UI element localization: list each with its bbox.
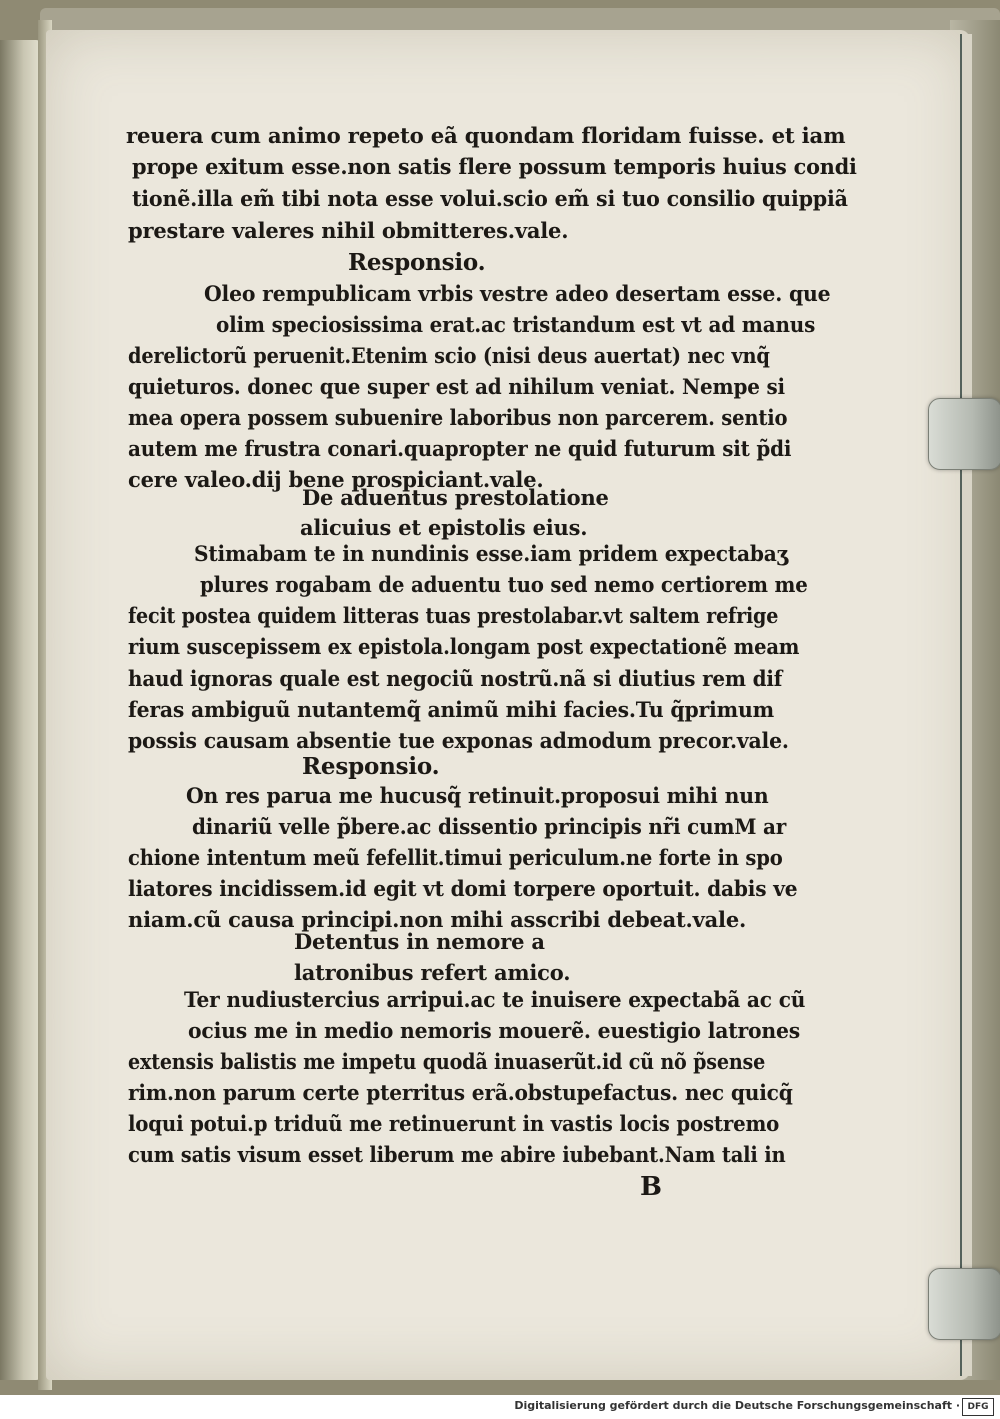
text-line: liatores incidissem.id egit vt domi torpere oportuit. dabis ve: [128, 876, 798, 901]
text-line: mea opera possem subuenire laboribus non parcerem. sentio: [128, 405, 788, 430]
section-heading: Responsio.: [302, 753, 440, 780]
facing-page-edge: [0, 40, 42, 1380]
text-line: extensis balistis me impetu quodã inuaserũt.id cũ nõ p̃sense: [128, 1049, 766, 1074]
text-line: rium suscepissem ex epistola.longam post expectationẽ meam: [128, 634, 800, 659]
text-line: niam.cũ causa principi.non mihi asscribi debeat.vale.: [128, 907, 747, 932]
book-clip-bottom: [928, 1268, 1000, 1340]
section-heading: Responsio.: [348, 249, 486, 276]
dfg-logo: DFG: [962, 1398, 994, 1416]
text-line: quieturos. donec que super est ad nihilum veniat. Nempe si: [128, 374, 785, 399]
text-line: Stimabam te in nundinis esse.iam pridem expectabaʒ: [194, 541, 788, 566]
text-line: derelictorũ peruenit.Etenim scio (nisi deus auertat) nec vnq̃: [128, 343, 770, 368]
section-heading: latronibus refert amico.: [294, 960, 571, 985]
text-line: prestare valeres nihil obmitteres.vale.: [128, 218, 569, 243]
text-line: rim.non parum certe pterritus erã.obstupefactus. nec quicq̃: [128, 1080, 793, 1105]
digitization-footer: [0, 1395, 1000, 1419]
text-line: feras ambiguũ nutantemq̃ animũ mihi facies.Tu q̃primum: [128, 697, 774, 722]
text-line: possis causam absentie tue exponas admodum precor.vale.: [128, 728, 789, 753]
section-heading: Detentus in nemore a: [294, 929, 545, 954]
section-heading: alicuius et epistolis eius.: [300, 515, 588, 540]
text-line: haud ignoras quale est negociũ nostrũ.nã si diutius rem dif: [128, 666, 783, 691]
text-line: Oleo rempublicam vrbis vestre adeo desertam esse. que: [204, 281, 831, 306]
text-line: On res parua me hucusq̃ retinuit.proposui mihi nun: [186, 783, 769, 808]
funding-notice: Digitalisierung gefördert durch die Deutsche Forschungsgemeinschaft ·: [514, 1399, 960, 1412]
text-line: Ter nudiustercius arripui.ac te inuisere expectabã ac cũ: [184, 987, 806, 1012]
section-heading: De aduentus prestolatione: [302, 485, 609, 510]
text-line: prope exitum esse.non satis flere possum temporis huius condi: [132, 154, 857, 179]
page-fore-edge: [960, 34, 972, 1376]
signature-mark: B: [640, 1172, 662, 1202]
text-line: tionẽ.illa em̃ tibi nota esse volui.scio em̃ si tuo consilio quippiã: [132, 186, 848, 211]
text-line: loqui potui.p triduũ me retinuerunt in vastis locis postremo: [128, 1111, 780, 1136]
text-line: cere valeo.dij bene prospiciant.vale.: [128, 467, 544, 492]
text-line: autem me frustra conari.quapropter ne quid futurum sit p̃di: [128, 436, 792, 461]
text-line: plures rogabam de aduentu tuo sed nemo certiorem me: [200, 572, 808, 597]
text-line: chione intentum meũ fefellit.timui periculum.ne forte in spo: [128, 845, 783, 870]
book-clip-top: [928, 398, 1000, 470]
text-line: fecit postea quidem litteras tuas prestolabar.vt saltem refrige: [128, 603, 779, 628]
text-line: olim speciosissima erat.ac tristandum est vt ad manus: [216, 312, 816, 337]
text-line: cum satis visum esset liberum me abire iubebant.Nam tali in: [128, 1142, 786, 1167]
text-line: reuera cum animo repeto eã quondam floridam fuisse. et iam: [126, 123, 846, 148]
text-line: ocius me in medio nemoris mouerẽ. euestigio latrones: [188, 1018, 801, 1043]
text-line: dinariũ velle p̃bere.ac dissentio principis nr̃i cumM ar: [192, 814, 787, 839]
